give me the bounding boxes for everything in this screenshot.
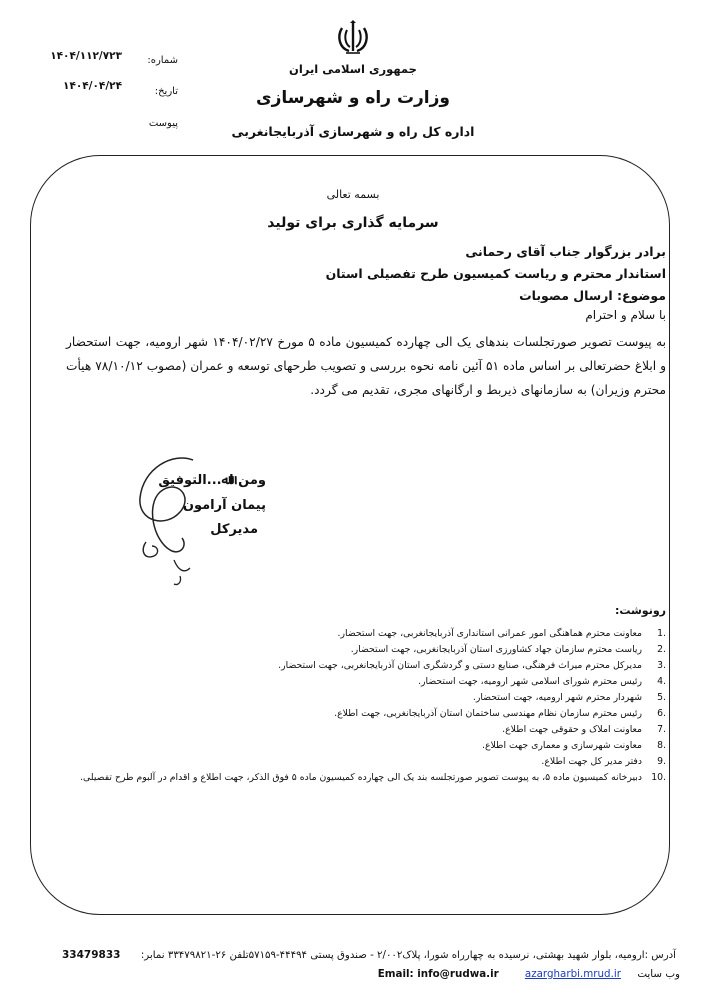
date-value: ۱۴۰۴/۰۴/۲۴ xyxy=(63,80,122,92)
cc-item xyxy=(26,658,666,673)
number-label: شماره: xyxy=(147,55,178,66)
office-title: اداره کل راه و شهرسازی آذربایجانغربی xyxy=(231,124,475,139)
subject-line: موضوع: ارسال مصوبات xyxy=(519,288,666,303)
cc-item-number: .5 xyxy=(657,692,666,703)
cc-item-text: دفتر مدیر کل جهت اطلاع. xyxy=(541,756,642,767)
recipient-line1: برادر بزرگوار جناب آقای رحمانی xyxy=(465,244,666,259)
ministry-title: وزارت راه و شهرسازی xyxy=(255,88,450,108)
cc-item-text: معاونت محترم هماهنگی امور عمرانی استانداری آذربایجانغربی، جهت استحضار. xyxy=(337,628,642,639)
cc-item-number: .10 xyxy=(651,772,666,783)
slogan: سرمایه گذاری برای تولید xyxy=(267,215,439,231)
cc-title: رونوشت: xyxy=(614,604,666,617)
cc-item-number: .4 xyxy=(657,676,666,687)
web-label: وب سایت xyxy=(637,968,680,980)
cc-item xyxy=(26,690,666,705)
cc-item xyxy=(26,706,666,721)
cc-item-text: معاونت املاک و حقوقی جهت اطلاع. xyxy=(502,724,642,735)
recipient-line2: استاندار محترم و ریاست کمیسیون طرح تفصیلی استان xyxy=(325,266,666,281)
cc-item-number: .2 xyxy=(657,644,666,655)
cc-list xyxy=(26,626,666,786)
cc-item xyxy=(26,642,666,657)
cc-item-text: شهردار محترم شهر ارومیه، جهت استحضار. xyxy=(472,692,642,703)
cc-item-text: دبیرخانه کمیسیون ماده ۵، به پیوست تصویر صورتجلسه بند یک الی چهارده کمیسیون ماده ۵ فوق الذکر، جهت اطلاع و اقدام در آلبوم طرح تفصیلی. xyxy=(80,772,642,783)
cc-item-number: .1 xyxy=(657,628,666,639)
cc-item-text: معاونت شهرسازی و معماری جهت اطلاع. xyxy=(482,740,642,751)
cc-item xyxy=(26,626,666,641)
date-label: تاریخ: xyxy=(154,86,178,97)
cc-item-number: .3 xyxy=(657,660,666,671)
cc-item xyxy=(26,738,666,753)
cc-item xyxy=(26,674,666,689)
cc-item xyxy=(26,754,666,769)
cc-item-number: .6 xyxy=(657,708,666,719)
website-link[interactable]: azargharbi.mrud.ir xyxy=(524,968,621,980)
email-text[interactable]: Email: info@rudwa.ir xyxy=(377,968,499,980)
cc-item xyxy=(26,770,666,785)
signature-closing: ومن اﷲ...التوفیق xyxy=(158,473,266,488)
number-value: ۱۴۰۴/۱۱۲/۷۲۳ xyxy=(50,50,122,62)
bismillah: بسمه تعالی xyxy=(326,188,380,201)
handwritten-signature xyxy=(118,450,228,590)
cc-item-number: .9 xyxy=(657,756,666,767)
republic-title: جمهوری اسلامی ایران xyxy=(289,62,417,76)
attachment-label: پیوست xyxy=(148,118,178,129)
letter-body: به پیوست تصویر صورتجلسات بندهای یک الی چهارده کمیسیون ماده ۵ مورخ ۱۴۰۴/۰۲/۲۷ شهر ارومیه، جهت استحضار و ابلاغ حضرتعالی بر اساس ماده ۵۱ آئین نامه نحوه بررسی و تصویب طرحهای توسعه و عمران (مصوب ۷۸/۱۰/۱۲ هیأت محترم وزیران) به سازمانهای ذیربط و ارگانهای مجری، تقدیم می گردد. xyxy=(66,335,666,397)
signature-title: مدیرکل xyxy=(210,522,258,537)
cc-item xyxy=(26,722,666,737)
cc-item-text: رئیس محترم سازمان نظام مهندسی ساختمان استان آذربایجانغربی، جهت اطلاع. xyxy=(334,708,642,719)
cc-item-text: ریاست محترم سازمان جهاد کشاورزی استان آذربایجانغربی، جهت استحضار. xyxy=(350,644,642,655)
cc-item-number: .7 xyxy=(657,724,666,735)
footer-contact xyxy=(230,968,680,980)
iran-emblem-icon xyxy=(336,20,370,56)
footer-address: آدرس :ارومیه، بلوار شهید بهشتی، نرسیده به چهارراه شورا، پلاک۲/۰۰۲ - صندوق پستی ۴۴۴۹۴-۵۷۱۵۹تلفن ۲۶-۳۳۴۷۹۸۲۱ نمابر: xyxy=(140,950,676,961)
footer-fax: 33479833 xyxy=(62,949,121,961)
signature-name: پیمان آرامون xyxy=(182,498,266,513)
greeting: با سلام و احترام xyxy=(585,308,666,322)
cc-item-number: .8 xyxy=(657,740,666,751)
cc-item-text: رئیس محترم شورای اسلامی شهر ارومیه، جهت استحضار. xyxy=(418,676,642,687)
cc-item-text: مدیرکل محترم میراث فرهنگی، صنایع دستی و گردشگری استان آذربایجانغربی، جهت استحضار. xyxy=(278,660,642,671)
